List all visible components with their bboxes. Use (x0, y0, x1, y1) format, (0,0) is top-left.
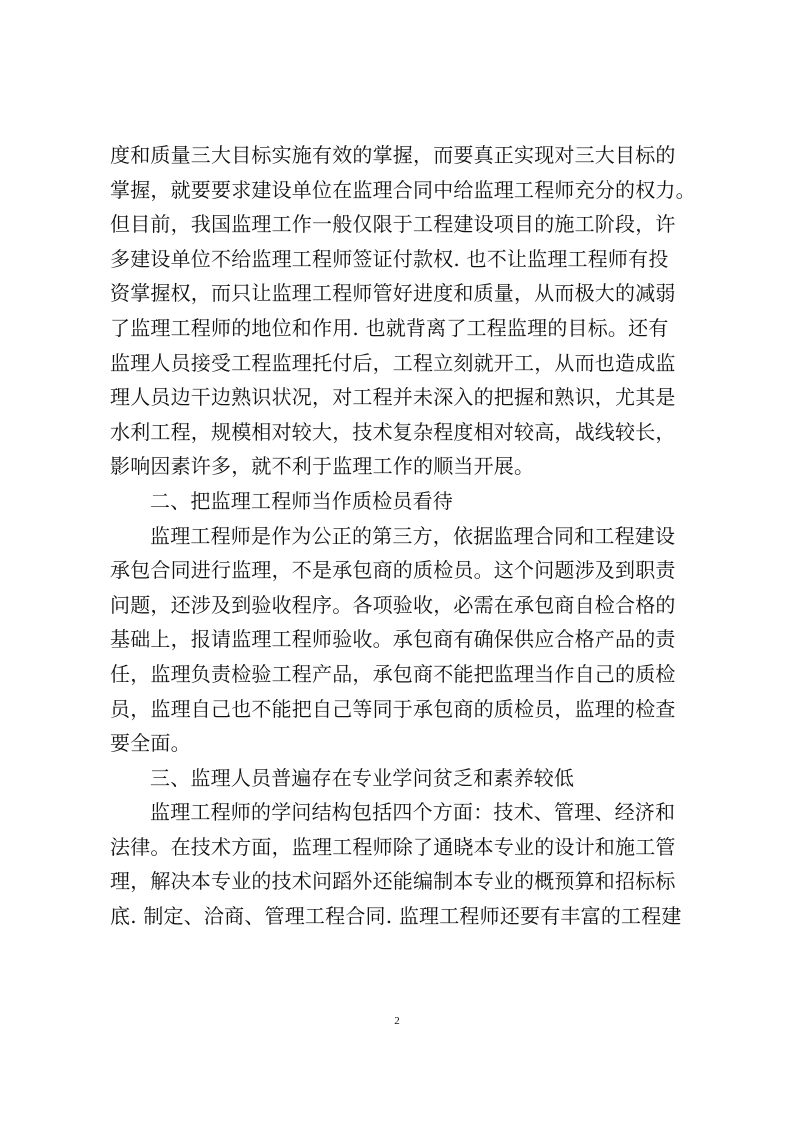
text-line: 员，监理自己也不能把自己等同于承包商的质检员，监理的检查 (110, 696, 676, 721)
paragraph-first-line: 监理工程师是作为公正的第三方，依据监理合同和工程建设 (150, 523, 676, 548)
text-line: 掌握，就要要求建设单位在监理合同中给监理工程师充分的权力。 (110, 177, 696, 202)
text-line: 影响因素许多，就不利于监理工作的顺当开展。 (110, 454, 535, 479)
text-line: 底. 制定、洽商、管理工程合同. 监理工程师还要有丰富的工程建 (110, 904, 682, 929)
text-line: 任，监理负责检验工程产品，承包商不能把监理当作自己的质检 (110, 661, 676, 686)
text-line: 了监理工程师的地位和作用. 也就背离了工程监理的目标。还有 (110, 315, 669, 340)
text-line: 但目前，我国监理工作一般仅限于工程建设项目的施工阶段，许 (110, 212, 676, 237)
section-heading: 二、把监理工程师当作质检员看待 (150, 488, 453, 513)
body-text (110, 138, 710, 934)
text-line: 理，解决本专业的技术问蹈外还能编制本专业的概预算和招标标 (110, 869, 676, 894)
text-line: 资掌握权，而只让监理工程师管好进度和质量，从而极大的减弱 (110, 281, 676, 306)
text-line: 度和质量三大目标实施有效的掌握，而要真正实现对三大目标的 (110, 143, 676, 167)
section-heading: 三、监理人员普遍存在专业学问贫乏和素养较低 (150, 765, 575, 790)
text-line: 基础上，报请监理工程师验收。承包商有确保供应合格产品的责 (110, 627, 676, 652)
text-line: 要全面。 (110, 731, 191, 756)
page-number: 2 (394, 1015, 400, 1027)
text-line: 问题，还涉及到验收程序。各项验收，必需在承包商自检合格的 (110, 592, 676, 617)
text-line: 监理人员接受工程监理托付后，工程立刻就开工，从而也造成监 (110, 350, 676, 375)
text-line: 承包合同进行监理，不是承包商的质检员。这个问题涉及到职责 (110, 558, 676, 583)
paragraph-first-line: 监理工程师的学问结构包括四个方面：技术、管理、经济和 (150, 800, 676, 825)
text-line: 水利工程，规模相对较大，技术复杂程度相对较高，战线较长， (110, 419, 676, 444)
text-line: 理人员边干边熟识状况，对工程并未深入的把握和熟识，尤其是 (110, 385, 676, 410)
text-line: 法律。在技术方面，监理工程师除了通晓本专业的设计和施工管 (110, 834, 676, 859)
text-line: 多建设单位不给监理工程师签证付款权. 也不让监理工程师有投 (110, 246, 669, 271)
